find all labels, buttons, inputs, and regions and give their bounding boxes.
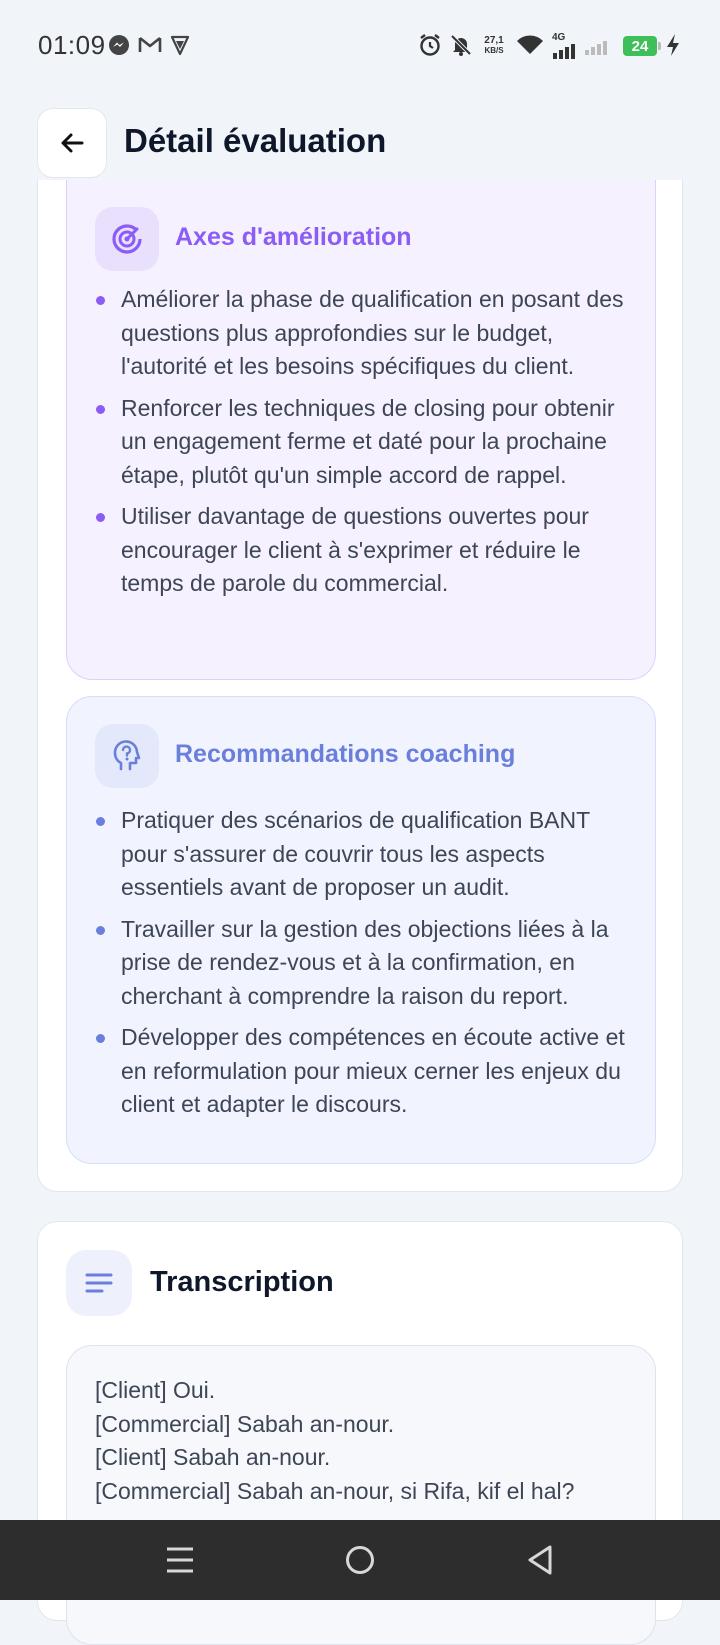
net-speed-unit: KB/S [484, 46, 504, 55]
transcription-lines [95, 1374, 635, 1508]
coaching-title: Recommandations coaching [175, 740, 516, 768]
page-header [0, 92, 720, 180]
coaching-list [95, 804, 635, 1130]
menu-icon[interactable] [160, 1540, 200, 1580]
head-question-icon [95, 724, 159, 788]
list-item: Travailler sur la gestion des objections liées à la prise de rendez-vous et à la confirmation, en cherchant à comprendre la raison du report. [95, 913, 635, 1014]
transcription-box[interactable] [66, 1345, 656, 1645]
transcription-title: Transcription [150, 1266, 334, 1298]
transcript-line: [Client] Sabah an-nour. [95, 1444, 331, 1470]
home-circle-icon[interactable] [340, 1540, 380, 1580]
text-lines-icon [66, 1250, 132, 1316]
improvement-section [66, 180, 656, 680]
battery-icon: 24 [623, 36, 657, 56]
charging-icon [664, 30, 682, 60]
coaching-section [66, 696, 656, 1164]
bell-off-icon [449, 30, 473, 60]
improvement-list [95, 283, 635, 609]
system-nav-bar [0, 1520, 720, 1600]
target-icon [95, 207, 159, 271]
vpn-shield-icon [169, 30, 191, 60]
transcript-line: [Commercial] Sabah an-nour, si Rifa, kif el hal? [95, 1477, 575, 1504]
evaluation-card [37, 168, 683, 1192]
transcript-line: [Client] Oui. [95, 1377, 216, 1403]
list-item: Renforcer les techniques de closing pour obtenir un engagement ferme et daté pour la prochaine étape, plutôt qu'un simple accord de rappel. [95, 392, 635, 493]
network-type: 4G [552, 32, 566, 43]
back-button[interactable] [37, 108, 107, 178]
gmail-icon [138, 30, 162, 60]
messenger-icon [108, 30, 130, 60]
signal-2-icon [584, 36, 608, 58]
status-time: 01:09 [38, 30, 106, 60]
transcript-line: [Commercial] Sabah an-nour. [95, 1410, 395, 1437]
improvement-title: Axes d'amélioration [175, 223, 412, 251]
wifi-icon [515, 30, 545, 60]
signal-icon [552, 32, 578, 60]
arrow-left-icon [58, 129, 86, 157]
status-bar [0, 0, 720, 92]
list-item: Améliorer la phase de qualification en posant des questions plus approfondies sur le budget, l'autorité et les besoins spécifiques du client. [95, 283, 635, 384]
page-title: Détail évaluation [124, 122, 387, 159]
net-speed [480, 33, 508, 59]
net-speed-value: 27,1 [484, 35, 504, 46]
alarm-icon [418, 30, 442, 60]
list-item: Utiliser davantage de questions ouvertes pour encourager le client à s'exprimer et réduire le temps de parole du commercial. [95, 500, 635, 601]
list-item: Développer des compétences en écoute active et en reformulation pour mieux cerner les enjeux du client et adapter le discours. [95, 1021, 635, 1122]
back-triangle-icon[interactable] [520, 1540, 560, 1580]
list-item: Pratiquer des scénarios de qualification BANT pour s'assurer de couvrir tous les aspects essentiels avant de proposer un audit. [95, 804, 635, 905]
